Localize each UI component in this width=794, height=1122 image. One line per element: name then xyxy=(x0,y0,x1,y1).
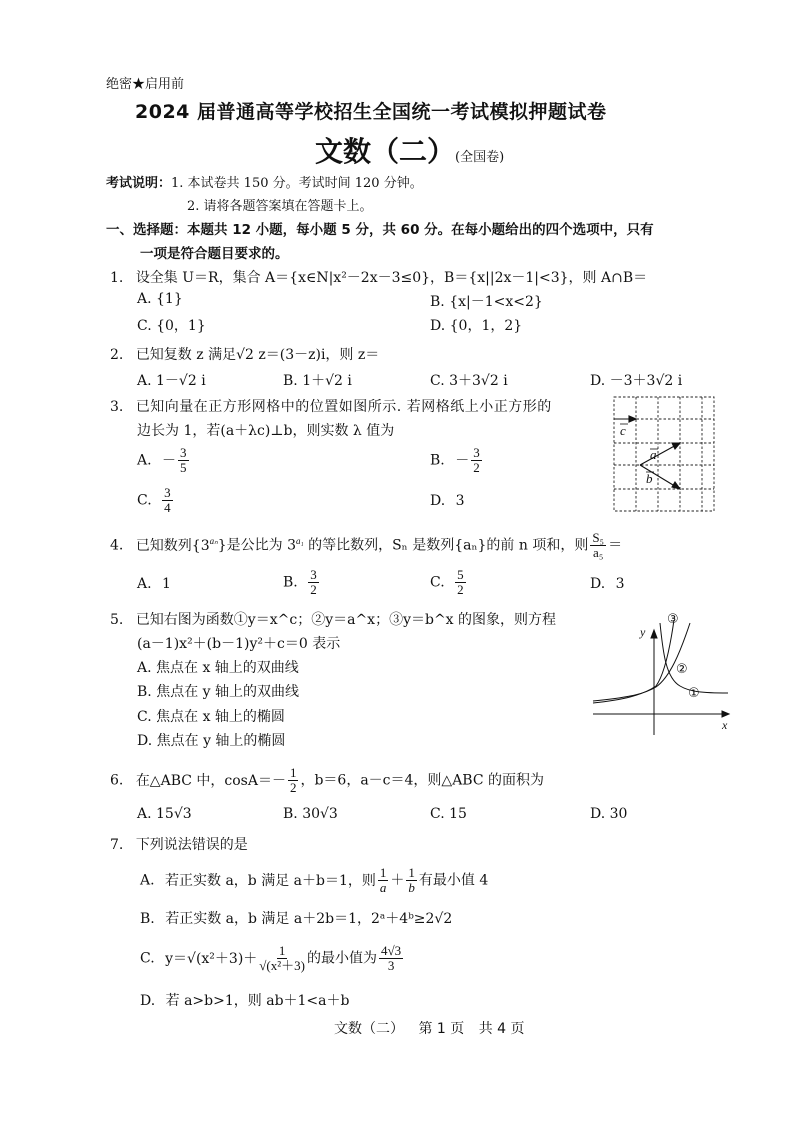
option-text: y＝√(x²＋3)＋ xyxy=(165,950,258,967)
option-c[interactable] xyxy=(140,944,405,973)
vector-c-label: c xyxy=(620,423,626,438)
grid-lines xyxy=(614,397,714,511)
denominator: 2 xyxy=(473,460,480,475)
option-sign: － xyxy=(162,452,177,469)
vector-a-arrow xyxy=(640,444,678,465)
option-value: 1 xyxy=(162,576,171,592)
question-7 xyxy=(110,834,248,854)
option-sign: － xyxy=(455,452,470,469)
question-3 xyxy=(110,396,552,416)
option-label: B. xyxy=(140,911,155,927)
question-number: 5. xyxy=(110,612,124,628)
option-value: 3 xyxy=(615,576,625,592)
denominator: a₅ xyxy=(593,545,604,560)
option-c[interactable]: C. {0，1} xyxy=(137,318,206,334)
question-1 xyxy=(110,267,647,287)
vector-b-arrowhead xyxy=(672,482,680,489)
curve-label-1: ① xyxy=(688,686,700,701)
section-title-cont: 一项是符合题目要求的。 xyxy=(140,246,289,262)
footer-total: 共 4 页 xyxy=(478,1021,525,1037)
question-6 xyxy=(110,766,544,795)
vector-c-arrowhead xyxy=(629,416,636,422)
option-b[interactable] xyxy=(430,446,484,475)
option-d[interactable] xyxy=(430,493,465,509)
option-a[interactable]: A. 焦点在 x 轴上的双曲线 xyxy=(137,660,299,676)
fraction xyxy=(379,944,403,973)
option-b[interactable]: B. {x|－1<x<2} xyxy=(430,294,543,310)
numerator: 3 xyxy=(473,445,480,460)
option-value: 3 xyxy=(455,493,465,509)
option-b[interactable]: B. 30√3 xyxy=(283,806,338,822)
numerator: 5 xyxy=(457,567,464,582)
numerator: 1 xyxy=(278,943,286,958)
fraction xyxy=(471,446,482,475)
option-text: 若 a>b>1，则 ab＋1<a＋b xyxy=(165,993,350,1009)
numerator: 3 xyxy=(180,445,187,460)
option-label: B. xyxy=(283,574,298,591)
numerator: 3 xyxy=(164,485,171,500)
question-stem: 已知复数 z 满足√2 z＝(3－z)i，则 z＝ xyxy=(135,347,380,363)
question-stem-part: }是公比为 3 xyxy=(217,537,296,554)
option-label: A. xyxy=(137,576,152,592)
denominator: 5 xyxy=(180,460,187,475)
footer-subject: 文数（二） xyxy=(334,1021,404,1037)
denominator: 4 xyxy=(164,500,171,515)
denominator: a xyxy=(379,880,387,895)
option-a[interactable] xyxy=(140,866,488,895)
option-d[interactable]: D. －3＋3√2 i xyxy=(590,373,683,389)
question-number: 6. xyxy=(110,772,124,789)
numerator: 1 xyxy=(408,865,415,880)
exponent: aₙ xyxy=(209,535,218,546)
option-d[interactable] xyxy=(140,990,349,1010)
fraction xyxy=(178,446,189,475)
option-label: D. xyxy=(430,493,446,509)
question-stem: 已知右图为函数①y＝x^c；②y＝a^x；③y＝b^x 的图象，则方程 xyxy=(135,612,557,628)
option-label: A. xyxy=(140,872,155,889)
question-stem-part: ，b＝6，a－c＝4，则△ABC 的面积为 xyxy=(300,772,545,789)
question-number: 3. xyxy=(110,399,124,415)
option-c[interactable]: C. 3＋3√2 i xyxy=(430,373,508,389)
option-label: A. xyxy=(137,452,152,469)
subject-name: 文数（二） xyxy=(315,135,456,168)
question-2 xyxy=(110,344,379,364)
numerator: 3 xyxy=(310,567,317,582)
function-graph-figure xyxy=(588,603,734,738)
option-text: 的最小值为 xyxy=(307,950,377,967)
option-d[interactable]: D. 焦点在 y 轴上的椭圆 xyxy=(137,733,286,749)
option-d[interactable] xyxy=(590,576,625,592)
question-5 xyxy=(110,609,556,629)
denominator: 3 xyxy=(387,958,395,973)
fraction xyxy=(308,568,319,597)
question-stem-cont: (a－1)x²＋(b－1)y²＋c＝0 表示 xyxy=(137,636,341,652)
option-b[interactable]: B. 焦点在 y 轴上的双曲线 xyxy=(137,684,299,700)
instructions-line-1 xyxy=(106,172,423,191)
instruction-item: 1. 本试卷共 150 分。考试时间 120 分钟。 xyxy=(171,176,423,191)
vector-grid-figure xyxy=(612,393,720,515)
x-axis-label: x xyxy=(722,718,728,732)
option-b[interactable]: B. 1＋√2 i xyxy=(283,373,352,389)
option-a[interactable]: A. 1－√2 i xyxy=(137,373,206,389)
option-label: C. xyxy=(140,950,155,967)
question-4 xyxy=(110,531,622,560)
question-stem-part: 已知数列{3 xyxy=(135,537,210,554)
question-stem: 下列说法错误的是 xyxy=(135,837,248,853)
question-number: 7. xyxy=(110,837,124,853)
option-a[interactable] xyxy=(137,576,171,592)
fraction xyxy=(162,486,173,515)
instruction-item: 2. 请将各题答案填在答题卡上。 xyxy=(187,199,373,214)
question-stem-part: 在△ABC 中，cosA＝－ xyxy=(135,772,286,789)
option-a[interactable] xyxy=(137,446,191,475)
fraction xyxy=(406,866,417,895)
vector-b-label: b xyxy=(646,471,653,486)
question-stem-cont: 边长为 1，若(a＋λc)⊥b，则实数 λ 值为 xyxy=(137,423,395,439)
fraction xyxy=(259,944,305,973)
confidential-mark: 绝密★启用前 xyxy=(106,77,185,92)
fraction xyxy=(590,531,606,560)
scope-label: (全国卷) xyxy=(455,150,505,165)
page-footer xyxy=(334,1018,525,1038)
denominator: b xyxy=(408,880,415,895)
fraction xyxy=(455,568,466,597)
option-label: D. xyxy=(140,993,156,1009)
option-label: C. xyxy=(430,574,445,591)
curve-3-exp-b xyxy=(593,620,674,703)
denominator: 2 xyxy=(457,582,464,597)
question-number: 2. xyxy=(110,347,124,363)
x-axis-arrowhead xyxy=(722,711,729,717)
numerator: 4√3 xyxy=(381,943,402,958)
curve-1-power xyxy=(660,623,728,693)
question-number: 1. xyxy=(110,270,124,286)
plus-sign: ＋ xyxy=(390,872,405,889)
option-c[interactable] xyxy=(430,568,468,597)
denominator: 2 xyxy=(310,582,317,597)
option-a[interactable]: A. 15√3 xyxy=(137,806,192,822)
option-label: B. xyxy=(430,452,445,469)
fraction xyxy=(378,866,389,895)
question-number: 4. xyxy=(110,537,124,554)
y-axis-label: y xyxy=(640,625,646,639)
denominator: 2 xyxy=(289,780,297,795)
option-c[interactable]: C. 15 xyxy=(430,806,467,822)
curve-label-3: ③ xyxy=(667,612,679,627)
option-b[interactable] xyxy=(283,568,321,597)
denominator: √(x²＋3) xyxy=(259,958,305,973)
footer-page: 第 1 页 xyxy=(418,1021,465,1037)
option-text: 若正实数 a，b 满足 a＋b＝1，则 xyxy=(165,872,376,889)
option-b[interactable] xyxy=(140,908,452,928)
numerator: 1 xyxy=(289,765,297,780)
vector-a-label: a xyxy=(650,447,657,462)
curve-label-2: ② xyxy=(676,662,688,677)
option-text: 有最小值 4 xyxy=(418,872,489,889)
fraction xyxy=(288,766,299,795)
question-stem: 设全集 U＝R，集合 A＝{x∈N|x²－2x－3≤0}，B＝{x||2x－1|<3}，则 A∩B＝ xyxy=(135,270,648,286)
question-stem-part: 的等比数列，Sₙ 是数列{aₙ}的前 n 项和，则 xyxy=(303,537,589,554)
option-a[interactable]: A. {1} xyxy=(137,291,183,307)
exam-title: 2024 届普通高等学校招生全国统一考试模拟押题试卷 xyxy=(135,101,607,123)
y-axis-arrowhead xyxy=(651,630,657,638)
subject-title xyxy=(315,130,504,170)
instructions-label: 考试说明： xyxy=(106,176,172,191)
option-text: 若正实数 a，b 满足 a＋2b＝1，2ᵃ＋4ᵇ≥2√2 xyxy=(165,911,453,927)
vector-a-arrowhead xyxy=(672,443,680,449)
option-c[interactable]: C. 焦点在 x 轴上的椭圆 xyxy=(137,709,285,725)
equals-sign: ＝ xyxy=(608,537,623,554)
numerator: S₅ xyxy=(592,530,605,545)
option-label: D. xyxy=(590,576,606,592)
option-c[interactable] xyxy=(137,486,175,515)
exponent: a₁ xyxy=(296,535,304,546)
section-title: 一、选择题：本题共 12 小题，每小题 5 分，共 60 分。在每小题给出的四个选项中，只有 xyxy=(106,222,654,238)
option-d[interactable]: D. 30 xyxy=(590,806,628,822)
numerator: 1 xyxy=(379,865,387,880)
option-d[interactable]: D. {0，1，2} xyxy=(430,318,523,334)
option-label: C. xyxy=(137,492,152,509)
question-stem: 已知向量在正方形网格中的位置如图所示. 若网格纸上小正方形的 xyxy=(135,399,552,415)
